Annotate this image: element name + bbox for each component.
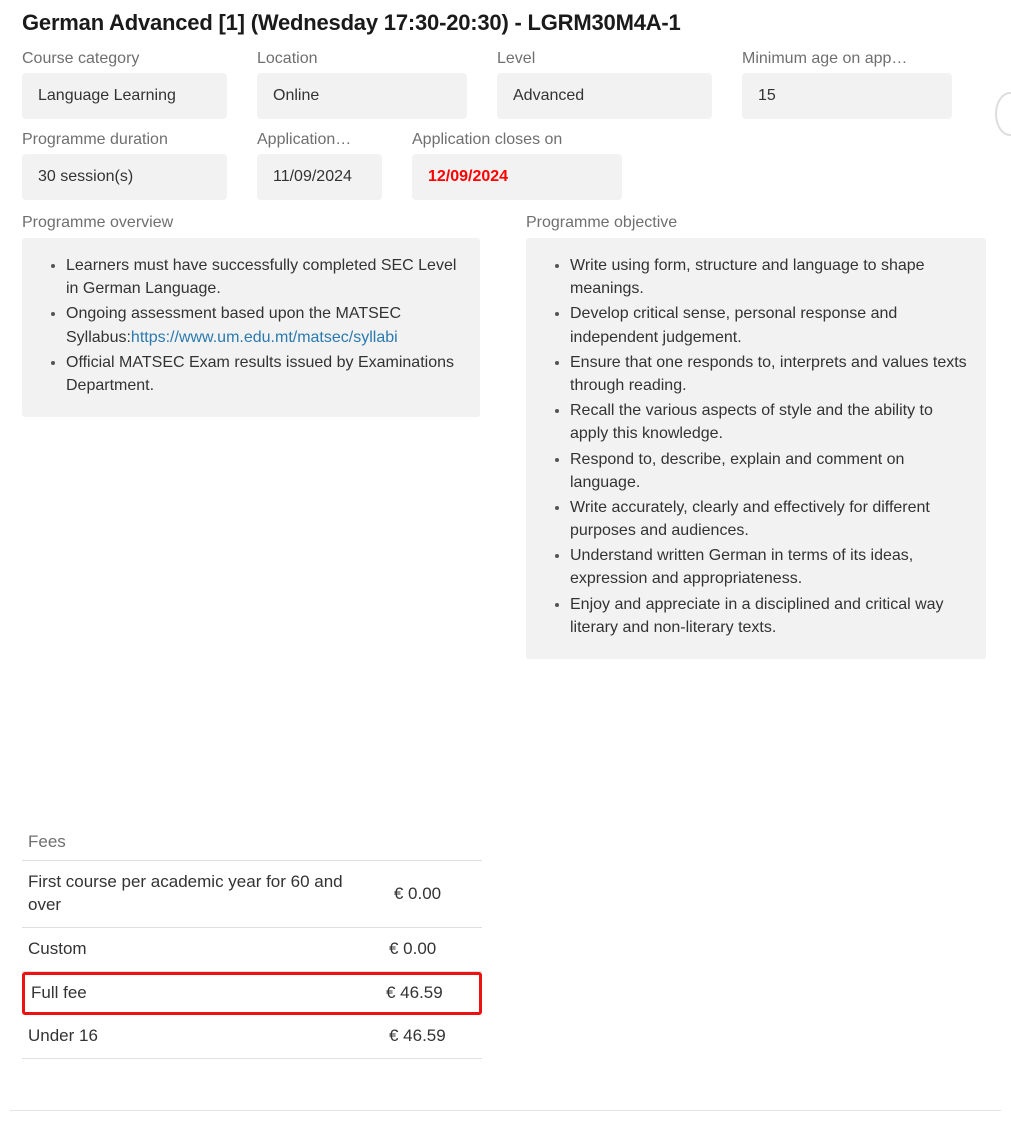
field-label-application-closes: Application closes on <box>412 131 563 148</box>
fees-title: Fees <box>22 832 482 861</box>
overview-item-text: Ongoing assessment based upon the MATSEC Syllabus: <box>66 305 401 346</box>
field-location <box>257 50 467 119</box>
field-value-programme-duration[interactable]: 30 session(s) <box>22 154 227 200</box>
list-item: • Understand written German in terms of its ideas, expression and appropriateness. <box>570 544 968 590</box>
field-label-level: Level <box>497 50 536 67</box>
fee-amount: € 46.59 <box>386 983 443 1003</box>
programme-objective-box <box>526 238 986 659</box>
matsec-syllabus-link[interactable]: https://www.um.edu.mt/matsec/syllabi <box>130 328 398 346</box>
list-item: • Write accurately, clearly and effectively for different purposes and audiences. <box>570 496 968 542</box>
field-programme-duration <box>22 131 227 200</box>
field-label-application-opens: Application… <box>257 131 352 148</box>
table-row-selected[interactable] <box>22 972 482 1015</box>
list-item: • Enjoy and appreciate in a disciplined and critical way literary and non-literary texts. <box>570 593 968 639</box>
list-item: • Ensure that one responds to, interprets and values texts through reading. <box>570 351 968 397</box>
field-label-course-category: Course category <box>22 50 140 67</box>
fields-row-2 <box>0 131 1011 200</box>
programme-overview-box <box>22 238 480 417</box>
field-application-opens <box>257 131 382 200</box>
field-level <box>497 50 712 119</box>
fees-table <box>22 832 482 1059</box>
fee-amount: € 0.00 <box>393 883 442 903</box>
fee-name: Under 16 <box>28 1025 98 1045</box>
fee-name: Custom <box>28 938 87 958</box>
table-row[interactable] <box>22 1015 482 1059</box>
fee-name: First course per academic year for 60 and over <box>28 872 343 914</box>
fields-row-1 <box>0 50 1011 119</box>
programme-panels <box>0 200 1011 659</box>
field-label-minimum-age: Minimum age on app… <box>742 50 908 67</box>
programme-overview-panel <box>22 214 480 659</box>
list-item <box>66 254 462 300</box>
list-item: • Respond to, describe, explain and comment on language. <box>570 448 968 494</box>
list-item: • Write using form, structure and language to shape meanings. <box>570 254 968 300</box>
field-value-location[interactable]: Online <box>257 73 467 119</box>
field-value-application-opens[interactable]: 11/09/2024 <box>257 154 382 200</box>
table-row[interactable] <box>22 928 482 972</box>
field-course-category <box>22 50 227 119</box>
fee-amount: € 46.59 <box>389 1026 446 1046</box>
fee-name: Full fee <box>31 982 87 1002</box>
field-label-location: Location <box>257 50 318 67</box>
overview-item-text: Official MATSEC Exam results issued by Examinations Department. <box>66 353 454 394</box>
field-value-application-closes[interactable]: 12/09/2024 <box>412 154 622 200</box>
fee-amount: € 0.00 <box>389 939 437 959</box>
field-value-minimum-age[interactable]: 15 <box>742 73 952 119</box>
programme-objective-label: Programme objective <box>526 214 678 231</box>
field-label-programme-duration: Programme duration <box>22 131 168 148</box>
programme-overview-label: Programme overview <box>22 214 174 231</box>
table-row[interactable] <box>22 861 482 928</box>
field-value-level[interactable]: Advanced <box>497 73 712 119</box>
field-minimum-age <box>742 50 952 119</box>
overview-item-text: Learners must have successfully completed SEC Level in German Language. <box>66 257 457 298</box>
list-item <box>66 302 462 348</box>
field-application-closes <box>412 131 622 200</box>
list-item: • Develop critical sense, personal response and independent judgement. <box>570 302 968 348</box>
list-item <box>66 351 462 397</box>
programme-objective-panel <box>526 214 986 659</box>
bottom-divider <box>10 1110 1001 1111</box>
field-value-course-category[interactable]: Language Learning <box>22 73 227 119</box>
page-title: German Advanced [1] (Wednesday 17:30-20:30) - LGRM30M4A-1 <box>22 10 681 35</box>
list-item: • Recall the various aspects of style and the ability to apply this knowledge. <box>570 399 968 445</box>
